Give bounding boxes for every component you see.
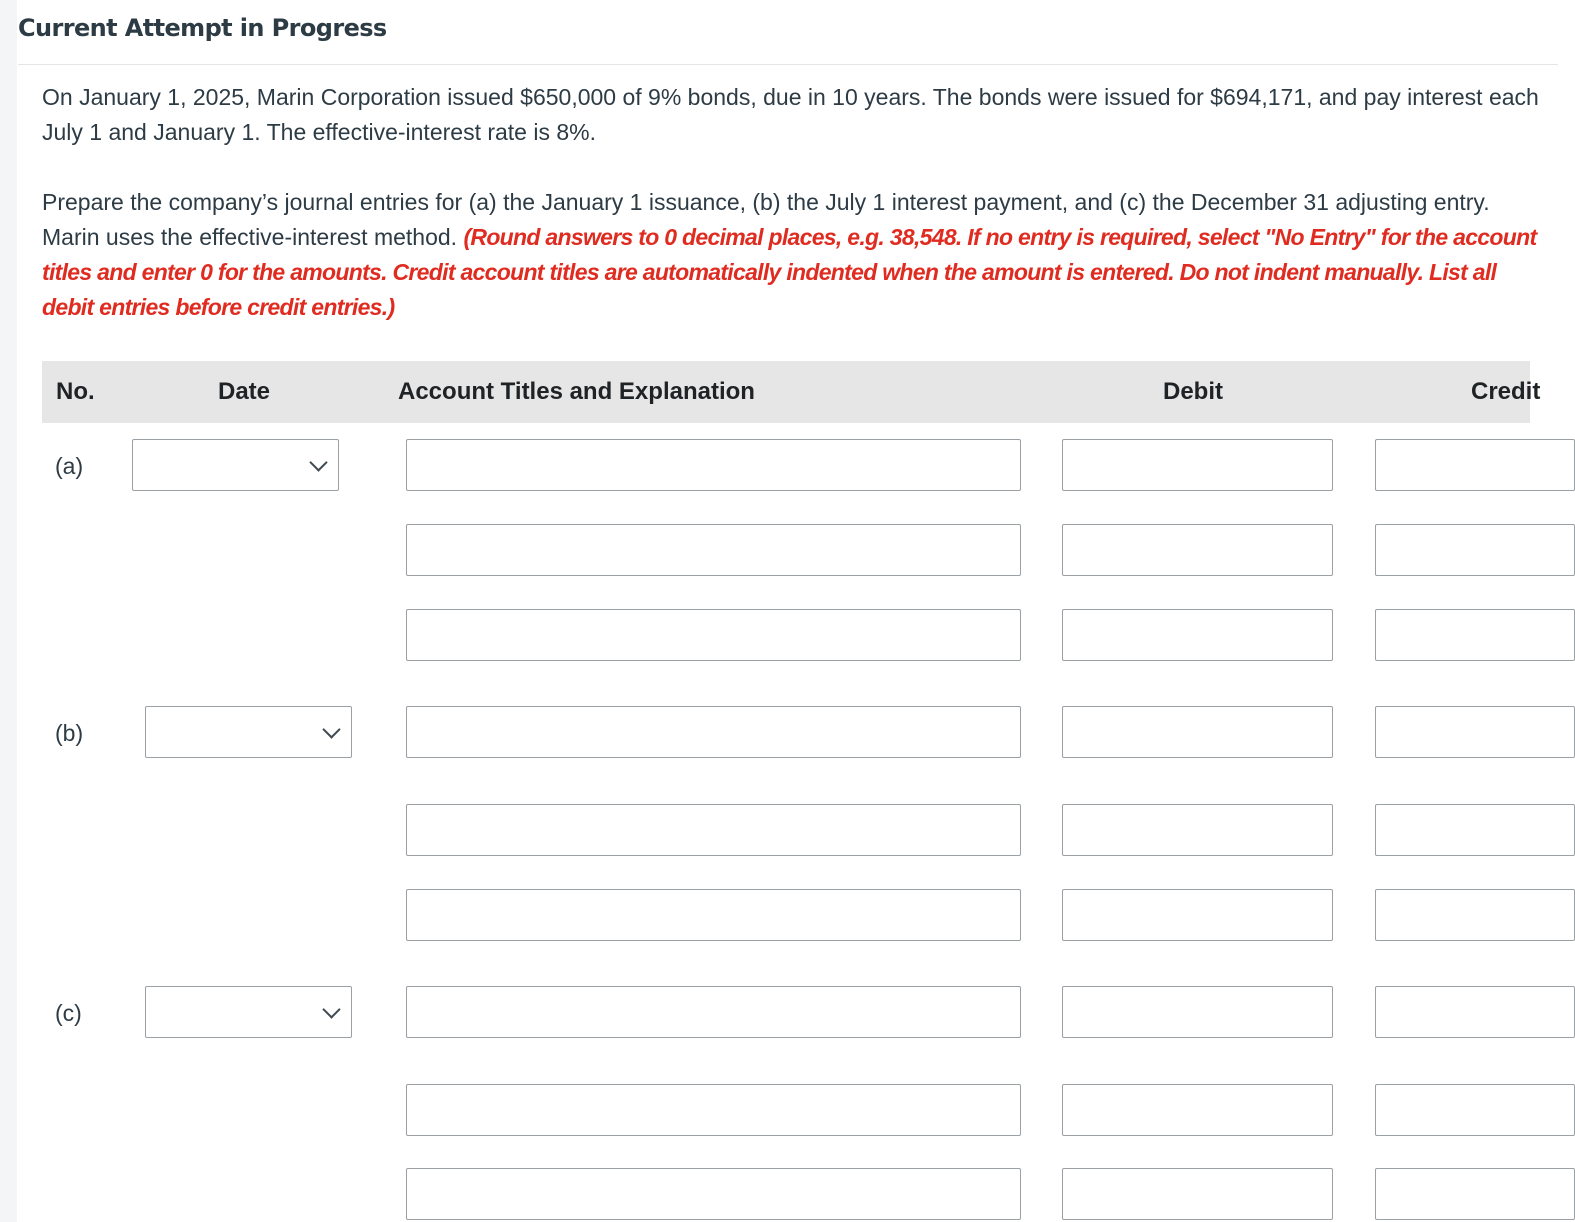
credit-input-a-1[interactable] (1375, 439, 1575, 491)
account-input-a-2[interactable] (406, 524, 1021, 576)
entry-label-a: (a) (55, 453, 84, 479)
debit-input-a-2[interactable] (1062, 524, 1333, 576)
question-text: On January 1, 2025, Marin Corporation issued $650,000 of 9% bonds, due in 10 years. The bonds were issued for $694,171, and pay interest each July 1 and January 1. The effective-interest rate is 8%. (42, 84, 1539, 145)
instructions-text: Prepare the company’s journal entries for (a) the January 1 issuance, (b) the July 1 interest payment, and (c) the December 31 adjusting entry. Marin uses the effective-interest method. (42, 189, 1490, 250)
date-select-a[interactable] (132, 439, 339, 491)
debit-input-a-1[interactable] (1062, 439, 1333, 491)
column-header-credit: Credit (1471, 378, 1541, 405)
credit-input-c-2[interactable] (1375, 1084, 1575, 1136)
date-select-b[interactable] (145, 706, 352, 758)
account-input-b-1[interactable] (406, 706, 1021, 758)
chevron-down-icon (322, 1000, 340, 1018)
column-header-no: No. (56, 378, 95, 405)
credit-input-b-2[interactable] (1375, 804, 1575, 856)
entry-label-b: (b) (55, 720, 84, 746)
debit-input-a-3[interactable] (1062, 609, 1333, 661)
debit-input-b-1[interactable] (1062, 706, 1333, 758)
column-header-debit: Debit (1163, 378, 1223, 405)
account-input-c-1[interactable] (406, 986, 1021, 1038)
column-header-date: Date (218, 378, 271, 405)
debit-input-c-3[interactable] (1062, 1168, 1333, 1220)
account-input-c-2[interactable] (406, 1084, 1021, 1136)
account-input-a-3[interactable] (406, 609, 1021, 661)
chevron-down-icon (322, 720, 340, 738)
attempt-status-title: Current Attempt in Progress (18, 14, 387, 42)
account-input-b-3[interactable] (406, 889, 1021, 941)
debit-input-b-2[interactable] (1062, 804, 1333, 856)
credit-input-a-3[interactable] (1375, 609, 1575, 661)
account-input-c-3[interactable] (406, 1168, 1021, 1220)
column-header-account: Account Titles and Explanation (398, 378, 755, 405)
debit-input-c-2[interactable] (1062, 1084, 1333, 1136)
credit-input-c-1[interactable] (1375, 986, 1575, 1038)
account-input-a-1[interactable] (406, 439, 1021, 491)
instructions-note: (Round answers to 0 decimal places, e.g. 38,548. If no entry is required, select "No Entry" for the account titles and enter 0 for the amounts. Credit account titles are automatically indented when the amount is entered. Do not indent manually. List all debit entries before credit entries.) (42, 224, 1537, 320)
debit-input-c-1[interactable] (1062, 986, 1333, 1038)
entry-label-c: (c) (55, 1000, 82, 1026)
credit-input-b-1[interactable] (1375, 706, 1575, 758)
date-select-c[interactable] (145, 986, 352, 1038)
chevron-down-icon (309, 453, 327, 471)
debit-input-b-3[interactable] (1062, 889, 1333, 941)
credit-input-a-2[interactable] (1375, 524, 1575, 576)
credit-input-c-3[interactable] (1375, 1168, 1575, 1220)
credit-input-b-3[interactable] (1375, 889, 1575, 941)
account-input-b-2[interactable] (406, 804, 1021, 856)
